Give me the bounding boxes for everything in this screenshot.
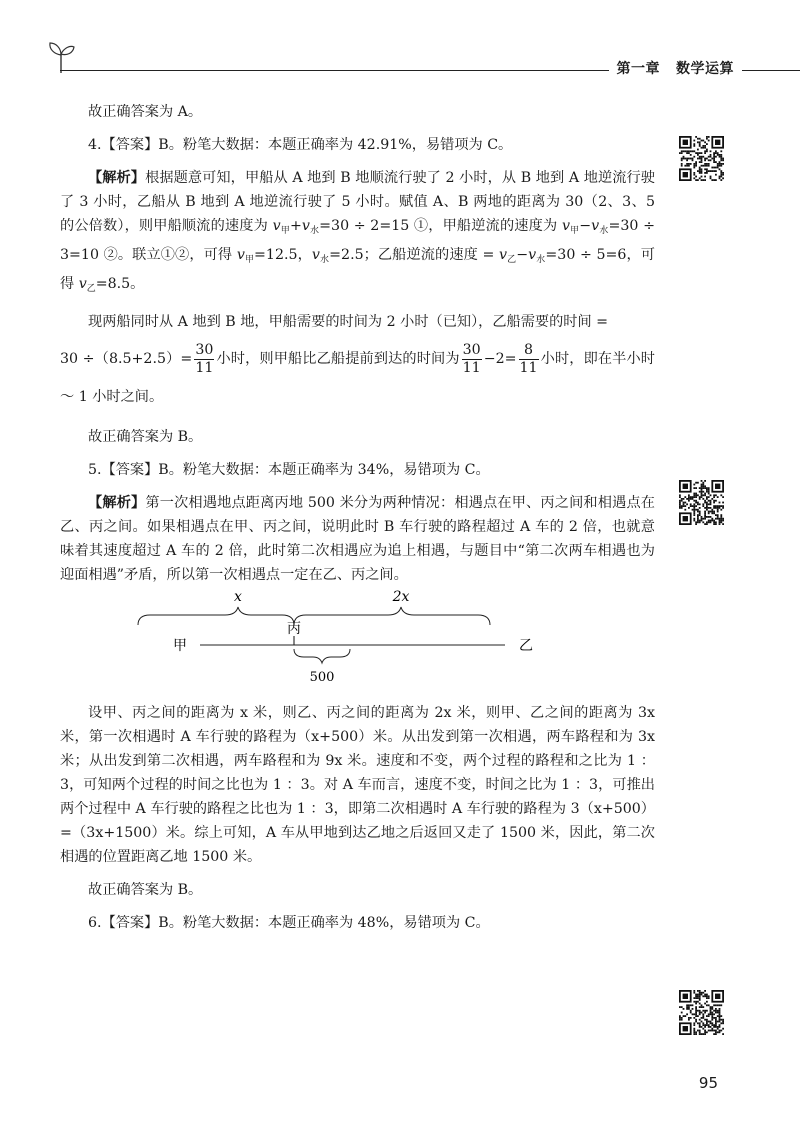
label-bing: 丙 (287, 621, 301, 637)
paragraph: 故正确答案为 A。 (88, 104, 203, 120)
running-header (609, 58, 743, 78)
solution-q5: 设甲、丙之间的距离为 x 米，则乙、丙之间的距离为 2x 米，则甲、乙之间的距离为 3x 米，第一次相遇时 A 车行驶的路程为（x+500）米。从出发到第一次相遇，两车路程和为 3x 米；从出发到第二次相遇，两车路程和为 9x 米。速度和不变，两个过程的路程和之比为 1 ：3，可知两个过程的时间之比也为 1 ：3。对 A 车而言，速度不变，时间之比为 1 ：3，可推出两个过程中 A 车行驶的路程之比也为 1 ：3，即第二次相遇时 A 车行驶的路程为 3（x+500）=（3x+1500）米。综上可知，A 车从甲地到达乙地之后返回又走了 1500 米，因此，第二次相遇的位置距离乙地 1500 米。 (60, 705, 655, 865)
conclusion-q5: 故正确答案为 B。 (88, 882, 203, 898)
qr-code-icon[interactable] (679, 990, 724, 1035)
page-number: 95 (698, 1074, 718, 1092)
analysis-q4-time: 现两船同时从 A 地到 B 地，甲船需要的时间为 2 小时（已知），乙船需要的时间 = (88, 314, 609, 330)
qr-code-icon[interactable] (679, 136, 724, 181)
brace-x (138, 607, 294, 625)
brace-500 (294, 649, 350, 663)
label-x: x (234, 589, 242, 605)
fraction: $\frac{8}{11}$ (519, 341, 538, 376)
analysis-q5: 【解析】第一次相遇地点距离丙地 500 米分为两种情况：相遇点在甲、丙之间和相遇点在乙、丙之间。如果相遇点在甲、丙之间，说明此时 B 车行驶的路程超过 A 车的 2 倍，也就意味着其速度超过 A 车的 2 倍，此时第二次相遇应为追上相遇，与题目中“第二次两车相遇也为迎面相遇”矛盾，所以第一次相遇点一定在乙、丙之间。 (60, 495, 655, 583)
label-2x: 2x (392, 589, 410, 605)
analysis-q4: 【解析】根据题意可知，甲船从 A 地到 B 地顺流行驶了 2 小时，从 B 地到 A 地逆流行驶了 3 小时，乙船从 B 地到 A 地逆流行驶了 5 小时。赋值 A、B 两地的距离为 30（2、3、5 的公倍数），则甲船顺流的速度为 $v_甲+v_水=30 \div 2=15$ ①，甲船逆流的速度为 $v_甲-v_水=30 \div 3=10$ ②。联立①②，可得 $v_甲=12.5$，$v_水=2.5$；乙船逆流的速度 = $v_乙-v_水=30 \div 5=6$，可得 $v_乙=8.5$。 (60, 170, 655, 294)
brace-2x (294, 607, 490, 625)
chapter-label: 第一章 (616, 61, 660, 77)
page-body (60, 100, 655, 935)
analysis-label: 【解析】 (88, 495, 146, 511)
answer-line-q5: 5.【答案】B。粉笔大数据：本题正确率为 34%，易错项为 C。 (88, 462, 490, 478)
fraction: $\frac{30}{11}$ (195, 341, 214, 376)
fraction: $\frac{30}{11}$ (462, 341, 481, 376)
conclusion-q4: 故正确答案为 B。 (88, 429, 203, 445)
sprout-logo-icon (46, 40, 76, 74)
answer-line-q6: 6.【答案】B。粉笔大数据：本题正确率为 48%，易错项为 C。 (88, 915, 490, 931)
label-500: 500 (309, 670, 335, 685)
label-jia: 甲 (173, 638, 187, 654)
answer-line-q4: 4.【答案】B。粉笔大数据：本题正确率为 42.91%，易错项为 C。 (88, 137, 513, 153)
label-yi: 乙 (519, 638, 533, 654)
analysis-label: 【解析】 (88, 170, 146, 186)
chapter-title: 数学运算 (676, 61, 734, 77)
qr-code-icon[interactable] (679, 480, 724, 525)
analysis-q4-fractions: 30 ÷（8.5+2.5）= $\frac{30}{11}$ 小时，则甲船比乙船提前到达的时间为 $\frac{30}{11}$ −2= $\frac{8}{11}$ 小时，即在半小时～ 1 小时之间。 (60, 341, 655, 405)
distance-diagram (60, 587, 655, 699)
